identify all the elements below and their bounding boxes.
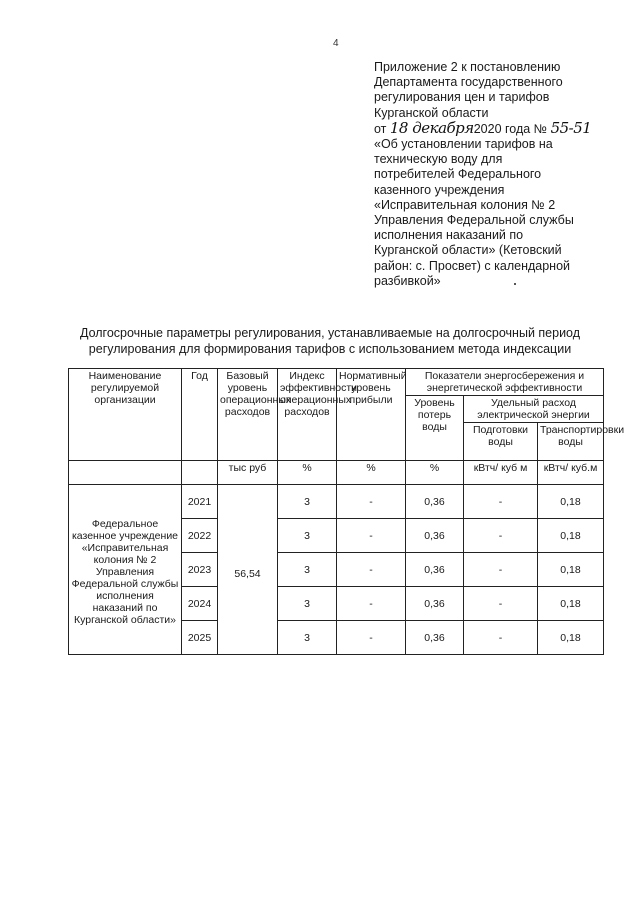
title-line: Долгосрочные параметры регулирования, устанавливаемые на долгосрочный период [79, 326, 581, 340]
unit-base: тыс руб [218, 461, 278, 485]
cell-losses: 0,36 [406, 621, 464, 655]
unit-empty [182, 461, 218, 485]
cell-year: 2021 [182, 485, 218, 519]
cell-index: 3 [278, 485, 337, 519]
cell-year: 2024 [182, 587, 218, 621]
organization-name: Федеральное казенное учреждение «Исправительная колония № 2 Управления Федеральной службы исполнения наказаний по Курганской области» [69, 485, 182, 655]
cell-index: 3 [278, 553, 337, 587]
subject-line: разбивкой» [374, 273, 441, 288]
units-row [69, 461, 604, 485]
cell-losses: 0,36 [406, 587, 464, 621]
cell-transport: 0,18 [538, 621, 604, 655]
appendix-date-line [374, 118, 614, 137]
header-row [69, 369, 604, 396]
cell-index: 3 [278, 621, 337, 655]
header-specific: Удельный расход электрической энергии [464, 396, 604, 423]
cell-prep: - [464, 621, 538, 655]
unit-losses: % [406, 461, 464, 485]
parameters-table [68, 368, 625, 655]
appendix-line: Приложение 2 к постановлению [374, 60, 561, 74]
header-profit: Нормативный уровень прибыли [337, 369, 406, 461]
cell-year: 2025 [182, 621, 218, 655]
subject-line: исполнения наказаний по [374, 228, 524, 243]
unit-empty [69, 461, 182, 485]
page-number: 4 [333, 38, 339, 49]
unit-index: % [278, 461, 337, 485]
cell-profit: - [337, 621, 406, 655]
cell-index: 3 [278, 519, 337, 553]
cell-transport: 0,18 [538, 553, 604, 587]
cell-base-value: 56,54 [218, 485, 278, 655]
cell-losses: 0,36 [406, 519, 464, 553]
cell-index: 3 [278, 587, 337, 621]
date-prefix: от [374, 121, 387, 136]
title-line: регулирования для формирования тарифов с использованием метода индексации [88, 341, 572, 356]
cell-profit: - [337, 485, 406, 519]
cell-profit: - [337, 587, 406, 621]
subject-line: Управления Федеральной службы [374, 213, 574, 228]
header-org: Наименование регулируемой организации [69, 369, 182, 461]
header-year: Год [182, 369, 218, 461]
cell-prep: - [464, 587, 538, 621]
cell-prep: - [464, 519, 538, 553]
table-row [69, 485, 604, 519]
document-title [60, 326, 600, 357]
scan-speck [514, 283, 516, 285]
cell-losses: 0,36 [406, 553, 464, 587]
date-suffix: 2020 года № [473, 121, 548, 136]
subject-line: потребителей Федерального [374, 167, 542, 182]
header-losses: Уровень потерь воды [406, 396, 464, 461]
appendix-line: регулирования цен и тарифов [374, 90, 550, 105]
header-transport: Транспортировки воды [538, 423, 604, 461]
header-prep: Подготовки воды [464, 423, 538, 461]
handwritten-number: 55-51 [550, 118, 592, 137]
unit-transport: кВтч/ куб.м [538, 461, 604, 485]
subject-line: «Об установлении тарифов на [374, 137, 553, 152]
cell-profit: - [337, 553, 406, 587]
subject-line: «Исправительная колония № 2 [374, 197, 556, 212]
cell-prep: - [464, 485, 538, 519]
appendix-line: Курганской области [374, 105, 489, 120]
cell-prep: - [464, 553, 538, 587]
header-index: Индекс эффективности операционных расходов [278, 369, 337, 461]
subject-line: техническую воду для [374, 152, 503, 167]
appendix-block [374, 60, 614, 289]
header-energy: Показатели энергосбережения и энергетической эффективности [406, 369, 604, 396]
cell-year: 2022 [182, 519, 218, 553]
cell-profit: - [337, 519, 406, 553]
cell-year: 2023 [182, 553, 218, 587]
cell-transport: 0,18 [538, 485, 604, 519]
unit-profit: % [337, 461, 406, 485]
cell-transport: 0,18 [538, 587, 604, 621]
subject-line: Курганской области» (Кетовский [374, 243, 562, 258]
handwritten-date: 18 декабря [389, 118, 474, 137]
cell-losses: 0,36 [406, 485, 464, 519]
appendix-line: Департамента государственного [374, 75, 563, 90]
header-base: Базовый уровень операционных расходов [218, 369, 278, 461]
unit-prep: кВтч/ куб м [464, 461, 538, 485]
subject-line: казенного учреждения [374, 182, 505, 197]
subject-line: район: с. Просвет) с календарной [374, 258, 571, 273]
cell-transport: 0,18 [538, 519, 604, 553]
